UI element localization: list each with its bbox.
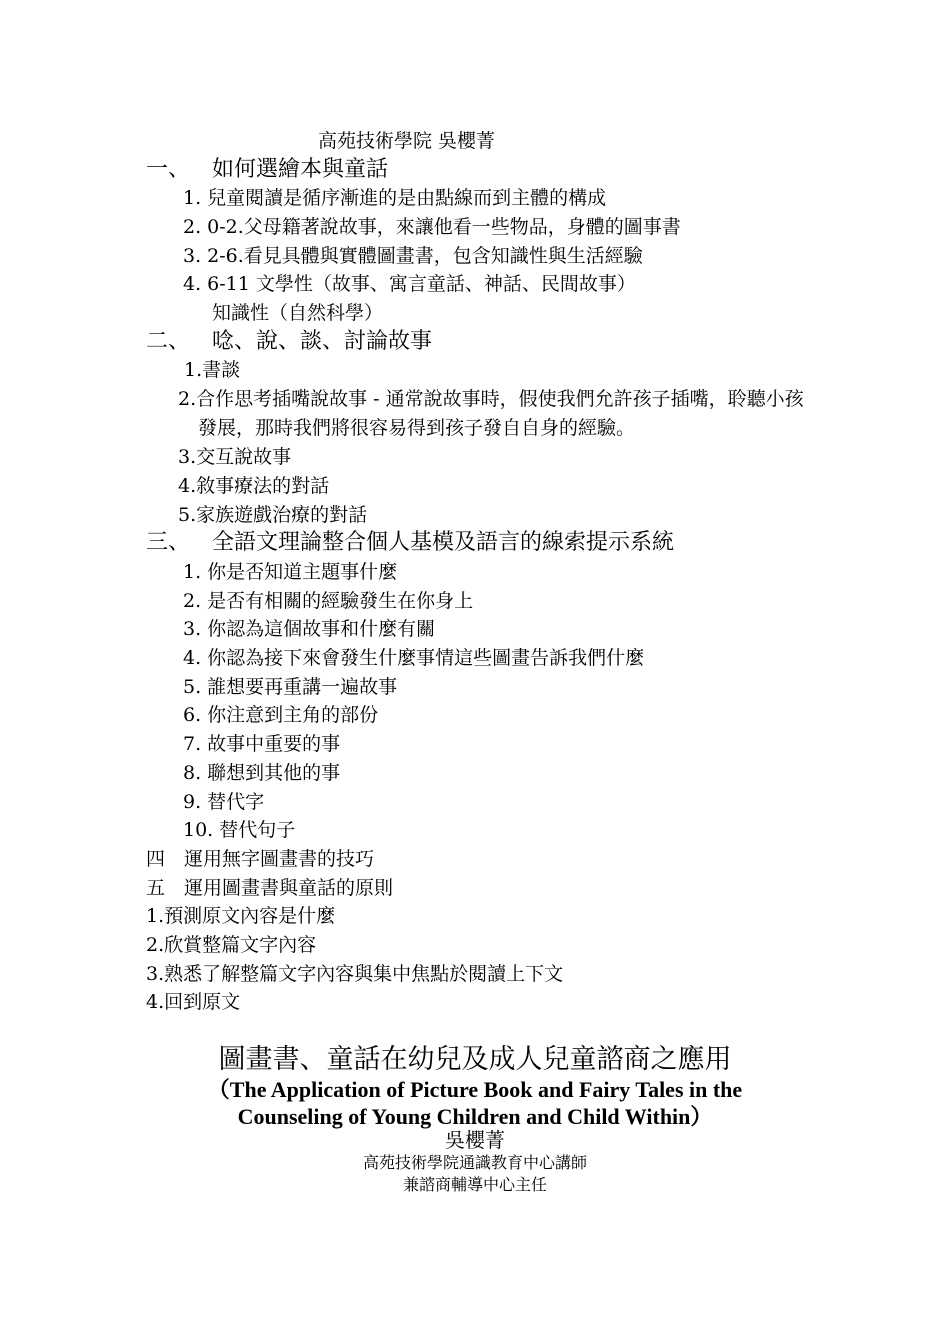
section-1-item: 3. 2-6.看見具體與實體圖畫書，包含知識性與生活經驗: [183, 245, 643, 267]
principle-item: 2.欣賞整篇文字內容: [146, 934, 317, 956]
section-3-heading: [146, 530, 674, 556]
section-2-number: 二、: [146, 329, 191, 354]
section-2-item: 5.家族遊戲治療的對話: [178, 504, 368, 526]
section-5-heading: 五 運用圖畫書與童話的原則: [146, 877, 394, 899]
section-2-item: 1.書談: [184, 359, 241, 381]
paper-affiliation: 兼諮商輔導中心主任: [402, 1175, 547, 1194]
section-2-item: 3.交互說故事: [178, 446, 292, 468]
paper-author: 吳櫻菁: [445, 1128, 505, 1152]
paper-english-title-line2: Counseling of Young Children and Child Within）: [237, 1104, 713, 1129]
section-3-item: 9. 替代字: [183, 791, 265, 813]
section-3-item: 7. 故事中重要的事: [183, 733, 341, 755]
section-3-item: 5. 誰想要再重講一遍故事: [183, 676, 398, 698]
principle-item: 3.熟悉了解整篇文字內容與集中焦點於閱讀上下文: [146, 963, 564, 985]
paper-english-title-line1: （The Application of Picture Book and Fairy Tales in the: [207, 1077, 743, 1102]
section-3-item: 1. 你是否知道主題事什麼: [183, 561, 398, 583]
section-3-number: 三、: [146, 530, 191, 555]
section-2-item: 發展，那時我們將很容易得到孩子發自自身的經驗。: [198, 417, 636, 439]
paper-affiliation: 高苑技術學院通識教育中心講師: [362, 1153, 587, 1172]
section-2-heading: [146, 329, 432, 355]
section-1-item: 2. 0-2.父母籍著說故事，來讓他看一些物品，身體的圖事書: [183, 216, 681, 238]
section-3-item: 8. 聯想到其他的事: [183, 762, 341, 784]
section-3-item: 2. 是否有相關的經驗發生在你身上: [183, 590, 474, 612]
header: 高苑技術學院 吳櫻菁: [318, 130, 496, 152]
principle-item: 1.預測原文內容是什麼: [146, 905, 336, 927]
section-1-item: 知識性（自然科學）: [212, 302, 384, 324]
section-2-title: 唸、說、談、討論故事: [212, 329, 433, 354]
section-1-title: 如何選繪本與童話: [212, 157, 389, 182]
paper-title: 圖畫書、童話在幼兒及成人兒童諮商之應用: [218, 1044, 732, 1075]
section-2-item: 4.敘事療法的對話: [178, 475, 330, 497]
section-3-item: 4. 你認為接下來會發生什麼事情這些圖畫告訴我們什麼: [183, 647, 645, 669]
section-1-item: 1. 兒童閱讀是循序漸進的是由點線而到主體的構成: [183, 187, 607, 209]
section-2-item: 2.合作思考插嘴說故事 - 通常說故事時，假使我們允許孩子插嘴，聆聽小孩: [178, 388, 804, 410]
section-3-item: 10. 替代句子: [183, 819, 296, 841]
section-1-number: 一、: [146, 157, 191, 182]
section-4-heading: 四 運用無字圖畫書的技巧: [146, 848, 375, 870]
section-1-heading: [146, 157, 388, 183]
principle-item: 4.回到原文: [146, 991, 241, 1013]
section-3-item: 3. 你認為這個故事和什麼有關: [183, 618, 436, 640]
section-3-item: 6. 你注意到主角的部份: [183, 704, 379, 726]
section-3-title: 全語文理論整合個人基模及語言的線索提示系統: [212, 530, 675, 555]
section-1-item: 4. 6-11 文學性（故事、寓言童話、神話、民間故事）: [183, 273, 636, 295]
